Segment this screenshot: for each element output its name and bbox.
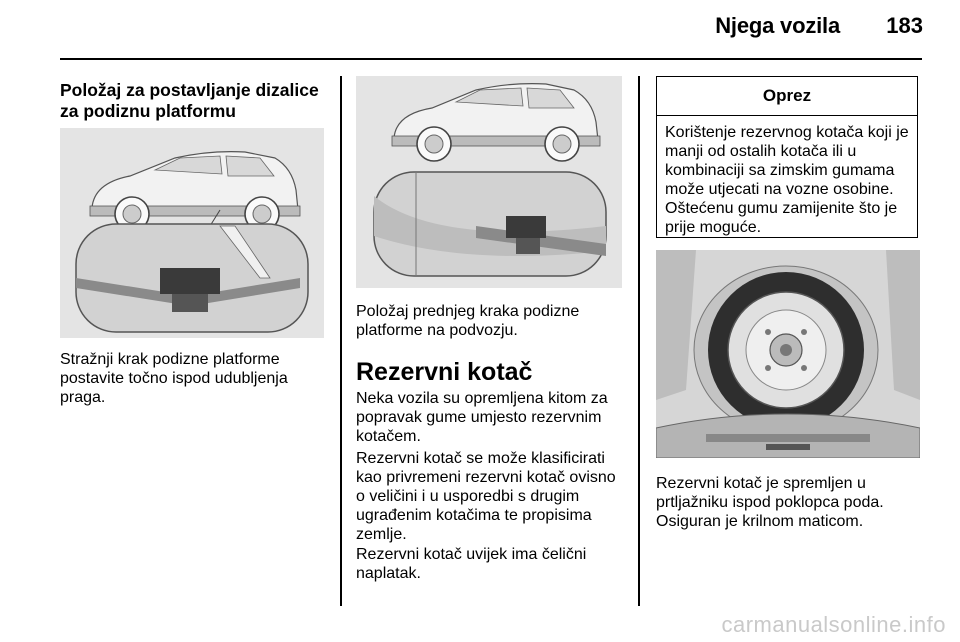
column-divider-1 — [340, 76, 342, 606]
caution-box — [656, 76, 918, 238]
page-number: 183 — [886, 13, 923, 38]
rear-lift-caption: Stražnji krak podizne platforme postavite točno ispod udubljenja praga. — [60, 351, 288, 406]
front-lift-caption: Položaj prednjeg kraka podizne platforme na podvozju. — [356, 303, 580, 339]
header-rule — [60, 58, 922, 60]
spare-wheel-storage-caption: Rezervni kotač je spremljen u prtljažniku ispod poklopca poda. Osiguran je krilnom maticom. — [656, 475, 884, 530]
caution-text: Korištenje rezervnog kotača koji je manji od ostalih kotača ili u kombinaciji sa zimskim gumama može utjecati na vozne osobine. Oštećenu gumu zamijenite što je prije moguće. — [665, 124, 909, 236]
column-divider-2 — [638, 76, 640, 606]
spare-wheel-in-trunk-icon — [656, 250, 920, 458]
watermark: carmanualsonline.info — [721, 612, 946, 637]
spare-wheel-paragraph-2: Rezervni kotač se može klasificirati kao privremeni rezervni kotač ovisno o veličini i u usporedbi s drugim ugrađenim kotačima te propisima zemlje. — [356, 450, 616, 543]
spare-wheel-paragraph-3: Rezervni kotač uvijek ima čelični naplatak. — [356, 546, 587, 582]
caution-title: Oprez — [657, 77, 917, 116]
spare-wheel-paragraph-1: Neka vozila su opremljena kitom za popravak gume umjesto rezervnim kotačem. — [356, 390, 608, 445]
section-title: Njega vozila — [715, 13, 840, 38]
spare-wheel-heading: Rezervni kotač — [356, 358, 533, 386]
car-rear-lift-point-icon — [60, 128, 324, 338]
lift-position-heading: Položaj za postavljanje dizalice za podiznu platformu — [60, 80, 319, 121]
car-front-lift-point-icon — [356, 76, 622, 288]
